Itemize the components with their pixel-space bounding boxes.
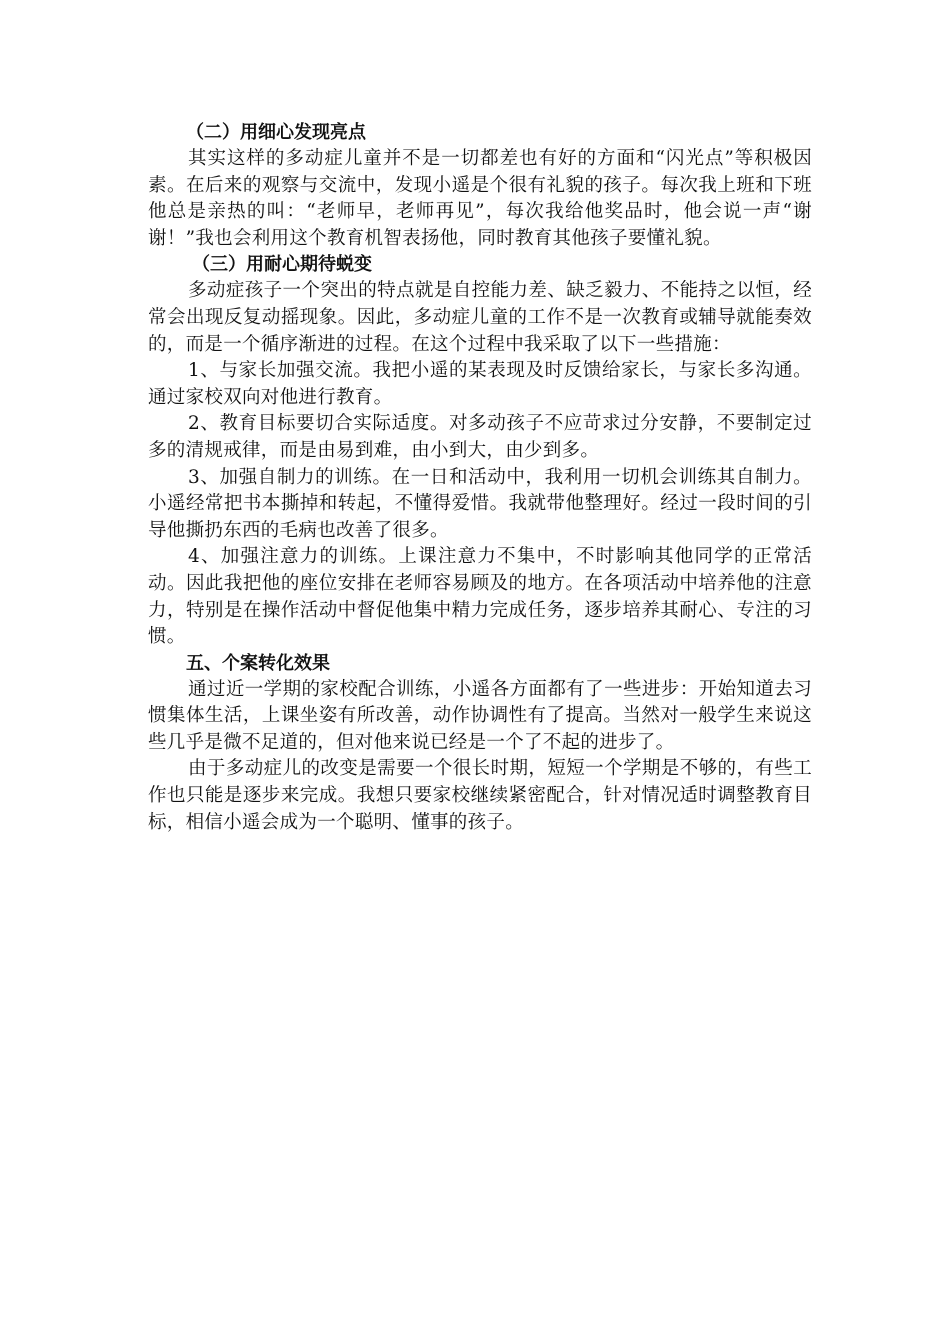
paragraph-measure-4: 4、加强注意力的训练。上课注意力不集中，不时影响其他同学的正常活动。因此我把他的座位安排在老师容易顾及的地方。在各项活动中培养他的注意力，特别是在操作活动中督促他集中精力完成任务，逐步培养其耐心、专注的习惯。 [148, 546, 812, 648]
paragraph-measure-2: 2、教育目标要切合实际适度。对多动孩子不应苛求过分安静，不要制定过多的清规戒律，而是由易到难，由小到大，由少到多。 [148, 413, 812, 461]
section-heading-attention-to-detail: （二）用细心发现亮点 [186, 122, 366, 143]
paragraph-progress: 通过近一学期的家校配合训练，小遥各方面都有了一些进步：开始知道去习惯集体生活，上课坐姿有所改善，动作协调性有了提高。当然对一般学生来说这些几乎是微不足道的，但对他来说已经是一个了不起的进步了。 [148, 678, 812, 753]
paragraph-bright-spots: 其实这样的多动症儿童并不是一切都差也有好的方面和“闪光点”等积极因素。在后来的观察与交流中，发现小遥是个很有礼貌的孩子。每次我上班和下班他总是亲热的叫：“老师早，老师再见”，每次我给他奖品时，他会说一声“谢谢！”我也会利用这个教育机智表扬他，同时教育其他孩子要懂礼貌。 [148, 148, 812, 249]
paragraph-conclusion: 由于多动症儿的改变是需要一个很长时期，短短一个学期是不够的，有些工作也只能是逐步来完成。我想只要家校继续紧密配合，针对情况适时调整教育目标，相信小遥会成为一个聪明、懂事的孩子。 [148, 758, 812, 833]
paragraph-measure-1: 1、与家长加强交流。我把小遥的某表现及时反馈给家长，与家长多沟通。通过家校双向对他进行教育。 [148, 360, 812, 408]
section-heading-patience: （三）用耐心期待蜕变 [192, 254, 372, 276]
section-heading-results: 五、个案转化效果 [186, 652, 330, 674]
paragraph-measure-3: 3、加强自制力的训练。在一日和活动中，我利用一切机会训练其自制力。小遥经常把书本撕掉和转起，不懂得爱惜。我就带他整理好。经过一段时间的引导他撕扔东西的毛病也改善了很多。 [148, 466, 812, 541]
paragraph-self-control-intro: 多动症孩子一个突出的特点就是自控能力差、缺乏毅力、不能持之以恒，经常会出现反复动摇现象。因此，多动症儿童的工作不是一次教育或辅导就能奏效的，而是一个循序渐进的过程。在这个过程中我采取了以下一些措施： [148, 280, 812, 355]
document-page [148, 120, 812, 836]
